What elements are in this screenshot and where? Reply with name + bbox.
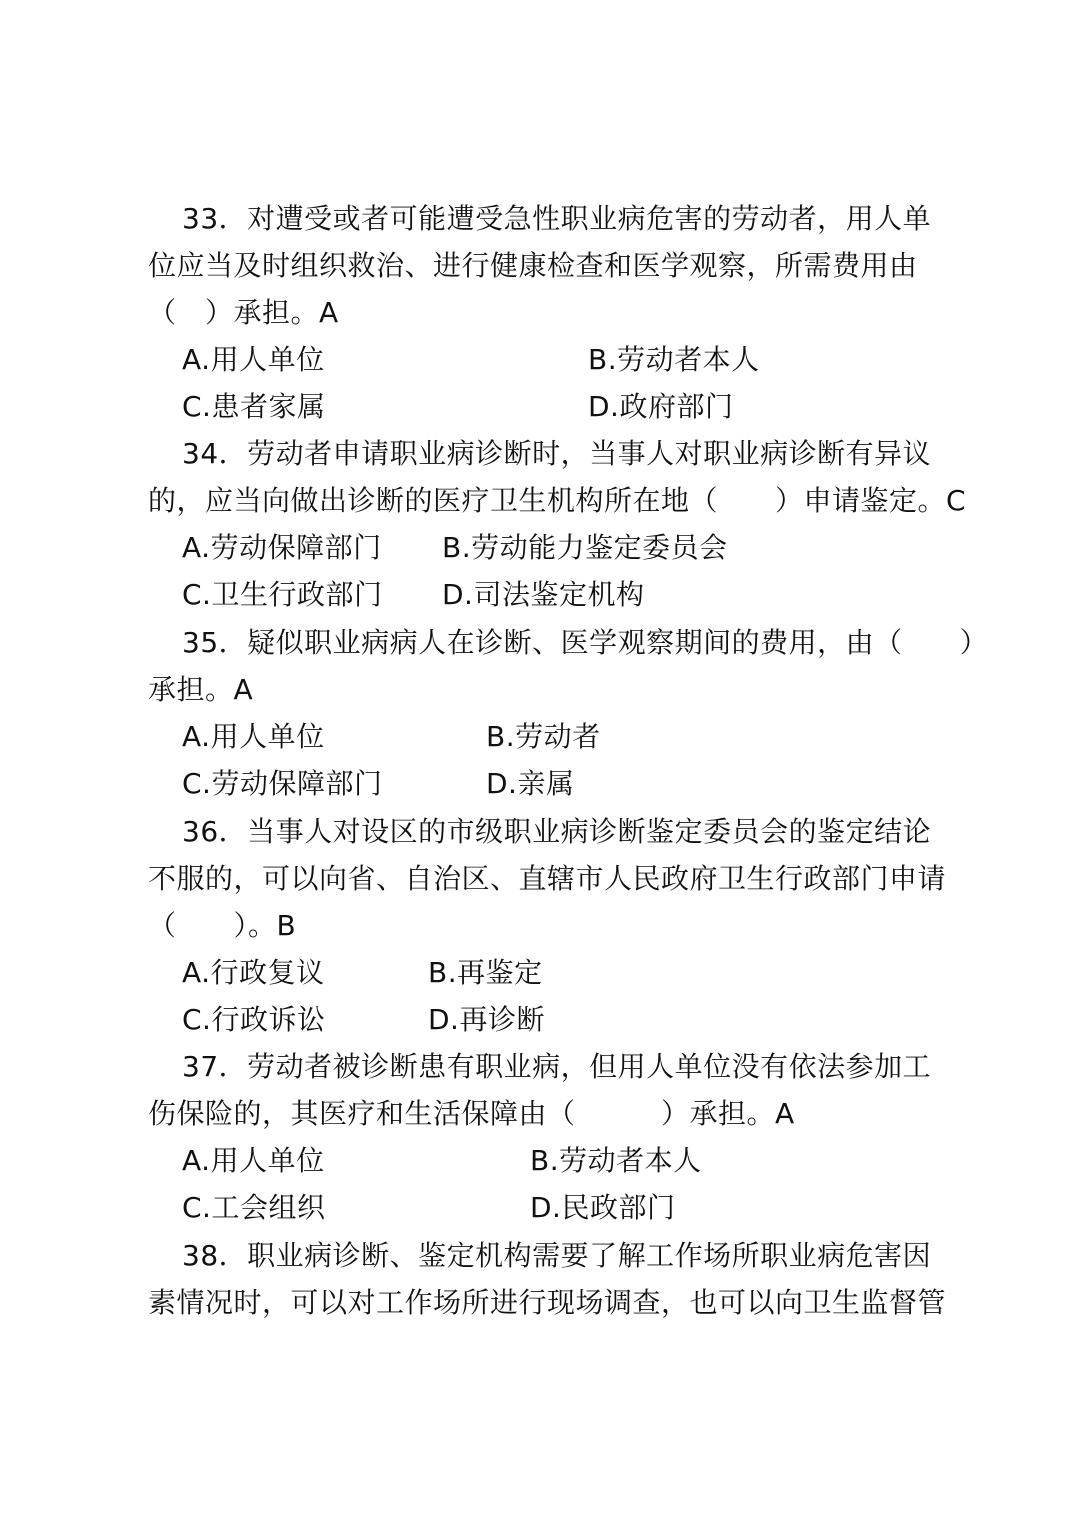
question-34-option-c: C.卫生行政部门 — [182, 578, 383, 611]
question-35-option-c: C.劳动保障部门 — [182, 767, 383, 800]
question-35-option-a: A.用人单位 — [182, 720, 325, 753]
question-38-line-2: 素情况时，可以对工作场所进行现场调查，也可以向卫生监督管 — [148, 1286, 947, 1319]
question-33-line-3: （ ）承担。A — [148, 296, 339, 329]
question-33-option-b: B.劳动者本人 — [588, 343, 760, 376]
question-36-option-a: A.行政复议 — [182, 956, 325, 989]
question-34-option-d: D.司法鉴定机构 — [442, 578, 645, 611]
question-36-line-3: （ ）。B — [148, 909, 297, 942]
question-36-option-d: D.再诊断 — [428, 1003, 545, 1036]
question-33-option-a: A.用人单位 — [182, 343, 325, 376]
question-37-line-1: 37．劳动者被诊断患有职业病，但用人单位没有依法参加工 — [182, 1050, 932, 1083]
question-37-option-c: C.工会组织 — [182, 1191, 326, 1224]
question-34-option-b: B.劳动能力鉴定委员会 — [442, 531, 728, 564]
question-37-option-a: A.用人单位 — [182, 1144, 325, 1177]
question-33-line-1: 33．对遭受或者可能遭受急性职业病危害的劳动者，用人单 — [182, 202, 932, 235]
question-37-line-2: 伤保险的，其医疗和生活保障由（ ）承担。A — [148, 1097, 795, 1130]
question-34-option-a: A.劳动保障部门 — [182, 531, 382, 564]
question-33-line-2: 位应当及时组织救治、进行健康检查和医学观察，所需费用由 — [148, 249, 918, 282]
question-35-line-2: 承担。A — [148, 673, 254, 706]
question-35-line-1: 35．疑似职业病病人在诊断、医学观察期间的费用，由（ ） — [182, 626, 989, 659]
question-34-line-1: 34．劳动者申请职业病诊断时，当事人对职业病诊断有异议 — [182, 437, 932, 470]
question-33-option-c: C.患者家属 — [182, 390, 326, 423]
question-35-option-d: D.亲属 — [486, 767, 575, 800]
question-36-line-1: 36．当事人对设区的市级职业病诊断鉴定委员会的鉴定结论 — [182, 815, 932, 848]
question-38-line-1: 38．职业病诊断、鉴定机构需要了解工作场所职业病危害因 — [182, 1239, 932, 1272]
question-36-option-c: C.行政诉讼 — [182, 1003, 326, 1036]
question-37-option-b: B.劳动者本人 — [530, 1144, 702, 1177]
question-36-option-b: B.再鉴定 — [428, 956, 543, 989]
question-37-option-d: D.民政部门 — [530, 1191, 676, 1224]
question-33-option-d: D.政府部门 — [588, 390, 734, 423]
question-36-line-2: 不服的，可以向省、自治区、直辖市人民政府卫生行政部门申请 — [148, 862, 947, 895]
question-34-line-2: 的，应当向做出诊断的医疗卫生机构所在地（ ）申请鉴定。C — [148, 484, 967, 517]
question-35-option-b: B.劳动者 — [486, 720, 601, 753]
